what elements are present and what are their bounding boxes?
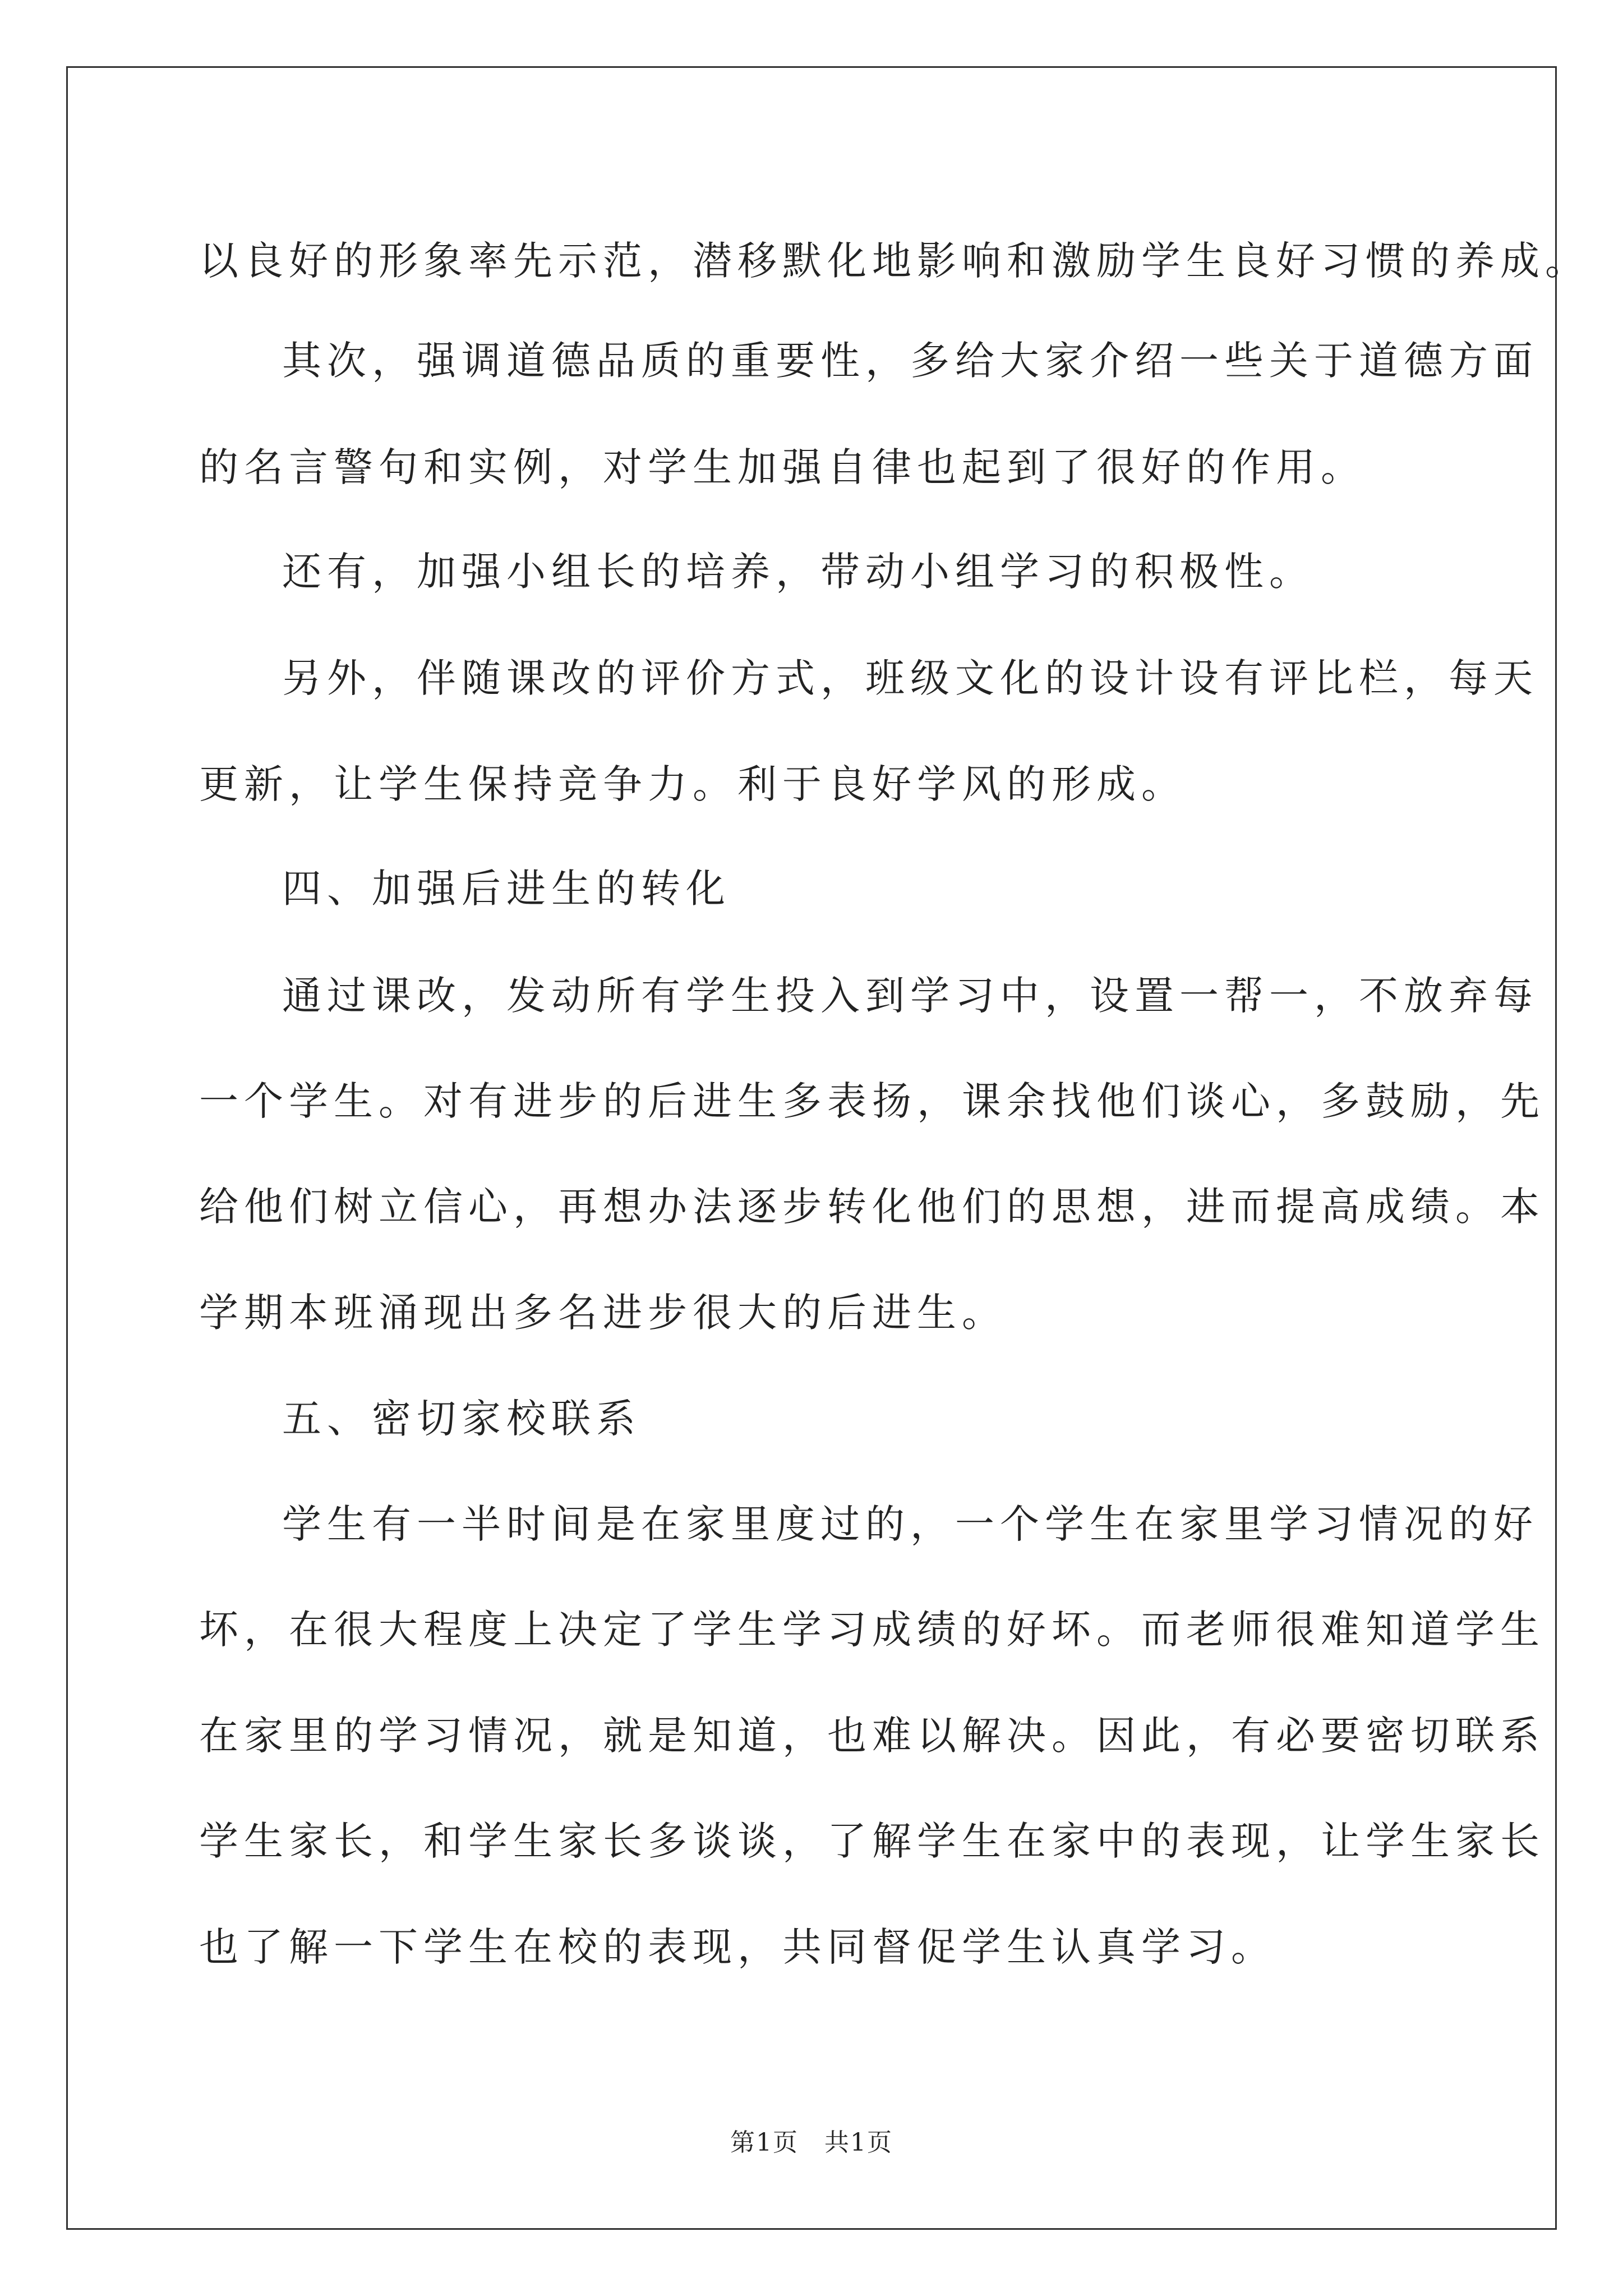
section-heading: 四、加强后进生的转化: [282, 866, 731, 912]
text-line: 还有，加强小组长的培养，带动小组学习的积极性。: [282, 549, 1314, 595]
text-line: 坏，在很大程度上决定了学生学习成绩的好坏。而老师很难知道学生: [199, 1607, 1545, 1653]
text-line: 另外，伴随课改的评价方式，班级文化的设计设有评比栏，每天: [282, 655, 1538, 701]
text-line: 也了解一下学生在校的表现，共同督促学生认真学习。: [199, 1924, 1276, 1970]
page-number: 第1页 共1页: [730, 2128, 893, 2157]
text-line: 给他们树立信心，再想办法逐步转化他们的思想，进而提高成绩。本: [199, 1184, 1545, 1230]
text-line: 以良好的形象率先示范，潜移默化地影响和激励学生良好习惯的养成。: [199, 238, 1590, 284]
text-line: 学期本班涌现出多名进步很大的后进生。: [199, 1290, 1007, 1336]
text-line: 通过课改，发动所有学生投入到学习中，设置一帮一，不放弃每: [282, 973, 1538, 1019]
section-heading: 五、密切家校联系: [282, 1396, 641, 1442]
text-line: 学生有一半时间是在家里度过的，一个学生在家里学习情况的好: [282, 1501, 1538, 1547]
text-line: 学生家长，和学生家长多谈谈，了解学生在家中的表现，让学生家长: [199, 1818, 1545, 1864]
text-line: 其次，强调道德品质的重要性，多给大家介绍一些关于道德方面: [282, 338, 1538, 384]
text-line: 一个学生。对有进步的后进生多表扬，课余找他们谈心，多鼓励，先: [199, 1078, 1545, 1124]
text-line: 更新，让学生保持竞争力。利于良好学风的形成。: [199, 761, 1186, 807]
text-line: 的名言警句和实例，对学生加强自律也起到了很好的作用。: [199, 444, 1366, 490]
text-line: 在家里的学习情况，就是知道，也难以解决。因此，有必要密切联系: [199, 1713, 1545, 1759]
page-frame: [66, 66, 1557, 2230]
